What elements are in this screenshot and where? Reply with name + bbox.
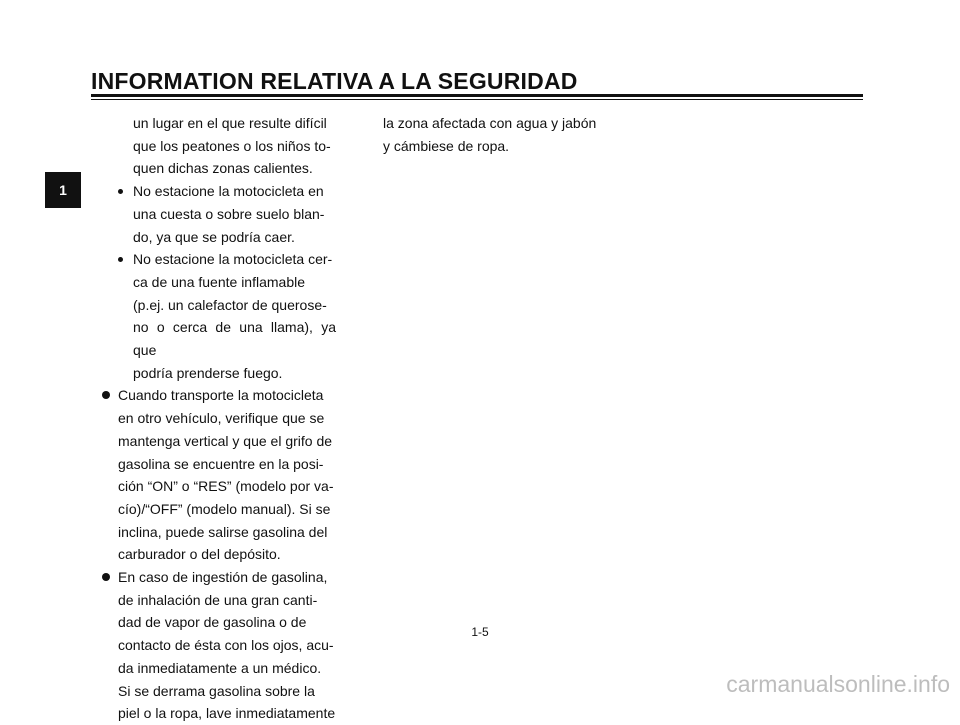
text-line: podría prenderse fuego. bbox=[133, 364, 283, 381]
text-line: quen dichas zonas calientes. bbox=[133, 160, 313, 177]
right-column bbox=[383, 112, 623, 157]
text-line: dad de vapor de gasolina o de bbox=[118, 614, 307, 631]
text-line: la zona afectada con agua y jabón bbox=[383, 115, 597, 131]
text-line: No estacione la motocicleta en bbox=[133, 183, 324, 200]
text-line: da inmediatamente a un médico. bbox=[118, 659, 322, 676]
text-line: ción “ON” o “RES” (modelo por va- bbox=[118, 478, 334, 495]
chapter-tab: 1 bbox=[45, 172, 81, 208]
header-rule-thick bbox=[91, 94, 863, 97]
text-line: y cámbiese de ropa. bbox=[383, 137, 510, 154]
bullet-icon bbox=[102, 573, 110, 581]
text-line: mantenga vertical y que el grifo de bbox=[118, 432, 333, 449]
page-title: INFORMATION RELATIVA A LA SEGURIDAD bbox=[91, 68, 578, 94]
text-line: Si se derrama gasolina sobre la bbox=[118, 682, 315, 699]
text-line: gasolina se encuentre en la posi- bbox=[118, 455, 324, 472]
main-bullet-item bbox=[101, 566, 336, 725]
text-line: piel o la ropa, lave inmediatamente bbox=[118, 705, 336, 722]
sub-bullet-item bbox=[101, 248, 336, 384]
text-line: No estacione la motocicleta cer- bbox=[133, 251, 333, 268]
text-line: ca de una fuente inflamable bbox=[133, 273, 306, 290]
text-line: inclina, puede salirse gasolina del bbox=[118, 523, 328, 540]
text-line: Cuando transporte la motocicleta bbox=[118, 387, 324, 404]
text-line: do, ya que se podría caer. bbox=[133, 228, 295, 245]
watermark: carmanualsonline.info bbox=[726, 671, 950, 697]
sub-bullet-item bbox=[101, 180, 336, 248]
text-line: En caso de ingestión de gasolina, bbox=[118, 569, 328, 586]
header-rule-thin bbox=[91, 99, 863, 100]
text-line: que los peatones o los niños to- bbox=[133, 137, 331, 154]
text-line: (p.ej. un calefactor de querose- bbox=[133, 296, 327, 313]
text-line: un lugar en el que resulte difícil bbox=[133, 115, 327, 131]
text-line: contacto de ésta con los ojos, acu- bbox=[118, 637, 334, 654]
continuation-text bbox=[101, 112, 336, 180]
text-line: no o cerca de una llama), ya que bbox=[133, 319, 336, 359]
text-line: en otro vehículo, verifique que se bbox=[118, 410, 325, 427]
page-number: 1-5 bbox=[471, 625, 489, 639]
main-bullet-item bbox=[101, 384, 336, 566]
text-line: cío)/“OFF” (modelo manual). Si se bbox=[118, 500, 331, 517]
text-line: una cuesta o sobre suelo blan- bbox=[133, 205, 325, 222]
text-line: carburador o del depósito. bbox=[118, 546, 281, 563]
text-line: de inhalación de una gran canti- bbox=[118, 591, 318, 608]
